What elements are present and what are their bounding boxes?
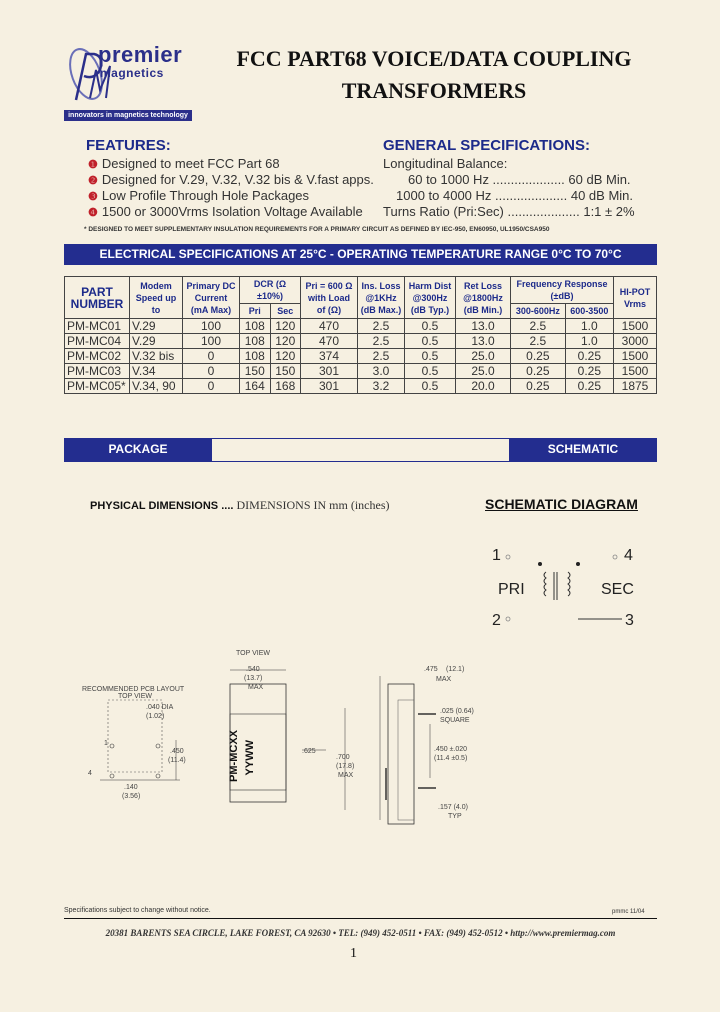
feature-item	[88, 156, 280, 171]
cell: V.29	[130, 334, 183, 349]
pcb-b-mm: (11.4)	[168, 757, 186, 764]
top-view-label: TOP VIEW	[236, 650, 270, 657]
part-mark: PM-MCXX	[228, 730, 240, 782]
dim-pin: .025 (0.64)	[440, 708, 474, 715]
cell: 1500	[614, 349, 657, 364]
cell: 20.0	[456, 379, 511, 394]
features-heading: FEATURES:	[86, 137, 171, 154]
pin-4-label: 4	[624, 547, 633, 564]
bullet-3-icon: ❸	[88, 191, 98, 203]
bullet-1-icon: ❶	[88, 159, 98, 171]
table-row	[65, 349, 657, 364]
col-modem: Modem Speed up to	[130, 277, 183, 319]
cell: 1500	[614, 364, 657, 379]
cell: 13.0	[456, 319, 511, 334]
cell: 168	[270, 379, 301, 394]
col-freq-a: 300-600Hz	[511, 304, 566, 319]
page-title-line1: FCC PART68 VOICE/DATA COUPLING	[236, 46, 632, 71]
cell: 150	[240, 364, 271, 379]
cell: 1.0	[565, 334, 613, 349]
pcb-b-in: .450	[170, 748, 184, 755]
table-row	[65, 379, 657, 394]
dim-stand-typ: TYP	[448, 813, 462, 820]
pin-3-label: 3	[625, 612, 634, 629]
pcb-pin-1: 1	[104, 740, 108, 747]
col-load: Pri = 600 Ω with Load of (Ω)	[301, 277, 358, 319]
doc-version: pmmc 11/04	[612, 909, 645, 915]
cell: 0.5	[405, 334, 456, 349]
cell: PM-MC04	[65, 334, 130, 349]
cell: 108	[240, 319, 271, 334]
brand-tagline: innovators in magnetics technology	[64, 110, 192, 121]
table-row	[65, 364, 657, 379]
page-number: 1	[350, 946, 357, 961]
cell: 120	[270, 349, 301, 364]
cell: PM-MC05*	[65, 379, 130, 394]
cell: V.32 bis	[130, 349, 183, 364]
general-heading: GENERAL SPECIFICATIONS:	[383, 137, 590, 154]
cell: 0.25	[565, 364, 613, 379]
cell: 0.5	[405, 379, 456, 394]
cell: 100	[183, 334, 240, 349]
table-row	[65, 319, 657, 334]
pcb-c-in: .140	[124, 784, 138, 791]
dim-stand-in: .157 (4.0)	[438, 804, 468, 811]
col-dcr-pri: Pri	[240, 304, 271, 319]
pin-1-label: 1	[492, 547, 501, 564]
cell: 25.0	[456, 364, 511, 379]
col-hipot: HI-POT Vrms	[614, 277, 657, 319]
col-dcr: DCR (Ω ±10%)	[240, 277, 301, 304]
cell: 0.5	[405, 349, 456, 364]
transformer-symbol-icon	[500, 548, 630, 628]
schematic-title: SCHEMATIC DIAGRAM	[485, 496, 638, 512]
feature-item	[88, 172, 374, 187]
cell: 1875	[614, 379, 657, 394]
dim-side-max: MAX	[436, 676, 452, 683]
cell: 0.25	[511, 379, 566, 394]
cell: 301	[301, 379, 358, 394]
cell: 25.0	[456, 349, 511, 364]
general-line: Longitudinal Balance:	[383, 156, 508, 171]
cell: PM-MC02	[65, 349, 130, 364]
brand-name: premier	[98, 42, 183, 67]
physical-sub: DIMENSIONS IN mm (inches)	[236, 498, 390, 512]
cell: 1.0	[565, 319, 613, 334]
cell: 2.5	[358, 334, 405, 349]
cell: PM-MC03	[65, 364, 130, 379]
general-line: Turns Ratio (Pri:Sec) .................... 1:1 ± 2%	[383, 204, 635, 219]
cell: 150	[270, 364, 301, 379]
cell: 470	[301, 319, 358, 334]
col-ret: Ret Loss @1800Hz (dB Min.)	[456, 277, 511, 319]
pcb-pin-4: 4	[88, 770, 92, 777]
cell: 0.25	[565, 349, 613, 364]
physical-label: PHYSICAL DIMENSIONS ....	[90, 500, 234, 512]
pcb-recommended: RECOMMENDED PCB LAYOUT	[82, 686, 185, 693]
insulation-note: * DESIGNED TO MEET SUPPLEMENTARY INSULATION REQUIREMENTS FOR A PRIMARY CIRCUIT AS DEFINED BY IEC-950, EN60950, UL1950/CSA950	[84, 226, 550, 233]
cell: 3000	[614, 334, 657, 349]
col-ins: Ins. Loss @1KHz (dB Max.)	[358, 277, 405, 319]
cell: 164	[240, 379, 271, 394]
cell: 0	[183, 364, 240, 379]
general-line: 60 to 1000 Hz .................... 60 dB Min.	[408, 172, 631, 187]
dim-width-max: MAX	[248, 684, 264, 691]
dim-side-mm: (12.1)	[446, 666, 465, 673]
pcb-a-mm: (1.02)	[146, 713, 165, 720]
pcb-a-in: .040 DIA	[146, 704, 174, 711]
dim-len-in: .700	[336, 754, 350, 761]
dim-space-mm: (11.4 ±0.5)	[434, 755, 468, 762]
table-row	[65, 334, 657, 349]
dim-pin-square: SQUARE	[440, 717, 470, 724]
cell: 0	[183, 379, 240, 394]
cell: 2.5	[358, 319, 405, 334]
cell: 0.25	[511, 349, 566, 364]
col-part: PART NUMBER	[65, 277, 130, 319]
feature-item	[88, 188, 309, 203]
feature-item	[88, 204, 363, 219]
cell: 108	[240, 334, 271, 349]
feature-text: 1500 or 3000Vrms Isolation Voltage Available	[101, 204, 363, 219]
cell: 3.0	[358, 364, 405, 379]
cell: PM-MC01	[65, 319, 130, 334]
pin-2-label: 2	[492, 612, 501, 629]
physical-dimensions	[90, 498, 389, 513]
dim-width-in: .540	[246, 666, 260, 673]
feature-text: Designed for V.29, V.32, V.32 bis & V.fast apps.	[101, 172, 374, 187]
pcb-top-view: TOP VIEW	[118, 693, 152, 700]
dim-width-mm: (13.7)	[244, 675, 263, 682]
cell: 0.5	[405, 364, 456, 379]
col-dc: Primary DC Current (mA Max)	[183, 277, 240, 319]
col-freq: Frequency Response (±dB)	[511, 277, 614, 304]
cell: 0	[183, 349, 240, 364]
sec-label: SEC	[601, 581, 634, 598]
cell: 0.25	[565, 379, 613, 394]
page-title-line2: TRANSFORMERS	[341, 78, 527, 103]
col-freq-b: 600-3500	[565, 304, 613, 319]
spec-change-note: Specifications subject to change without notice.	[64, 907, 211, 914]
cell: V.29	[130, 319, 183, 334]
cell: 108	[240, 349, 271, 364]
dim-space-in: .450 ±.020	[434, 746, 468, 753]
footer-rule	[64, 918, 657, 919]
cell: 0.25	[511, 364, 566, 379]
dim-len-mm: (17.8)	[336, 763, 355, 770]
dim-len-max: MAX	[338, 772, 354, 779]
cell: 2.5	[511, 334, 566, 349]
cell: 374	[301, 349, 358, 364]
cell: 2.5	[358, 349, 405, 364]
cell: 0.5	[405, 319, 456, 334]
cell: 2.5	[511, 319, 566, 334]
schematic-bar: SCHEMATIC	[509, 438, 657, 461]
cell: 3.2	[358, 379, 405, 394]
brand-sub: magnetics	[100, 66, 164, 80]
feature-text: Designed to meet FCC Part 68	[101, 156, 280, 171]
bullet-4-icon: ❹	[88, 207, 98, 219]
cell: V.34	[130, 364, 183, 379]
cell: 120	[270, 319, 301, 334]
spec-table	[64, 276, 657, 394]
cell: 1500	[614, 319, 657, 334]
cell: 120	[270, 334, 301, 349]
bullet-2-icon: ❷	[88, 175, 98, 187]
electrical-spec-bar: ELECTRICAL SPECIFICATIONS AT 25°C - OPERATING TEMPERATURE RANGE 0°C TO 70°C	[64, 244, 657, 265]
general-line: 1000 to 4000 Hz .................... 40 dB Min.	[396, 188, 634, 203]
package-bar: PACKAGE	[64, 438, 212, 461]
pri-label: PRI	[498, 581, 525, 598]
cell: V.34, 90	[130, 379, 183, 394]
footer-address: 20381 BARENTS SEA CIRCLE, LAKE FOREST, CA 92630 • TEL: (949) 452-0511 • FAX: (949) 452-0512 • http://www.premiermag.com	[105, 928, 616, 938]
cell: 301	[301, 364, 358, 379]
dim-side-in: .475	[424, 666, 438, 673]
cell: 470	[301, 334, 358, 349]
dim-height-in: .625	[302, 748, 316, 755]
pcb-c-mm: (3.56)	[122, 793, 141, 800]
cell: 13.0	[456, 334, 511, 349]
col-dcr-sec: Sec	[270, 304, 301, 319]
feature-text: Low Profile Through Hole Packages	[101, 188, 310, 203]
cell: 100	[183, 319, 240, 334]
col-harm: Harm Dist @300Hz (dB Typ.)	[405, 277, 456, 319]
date-mark: YYWW	[244, 740, 256, 776]
